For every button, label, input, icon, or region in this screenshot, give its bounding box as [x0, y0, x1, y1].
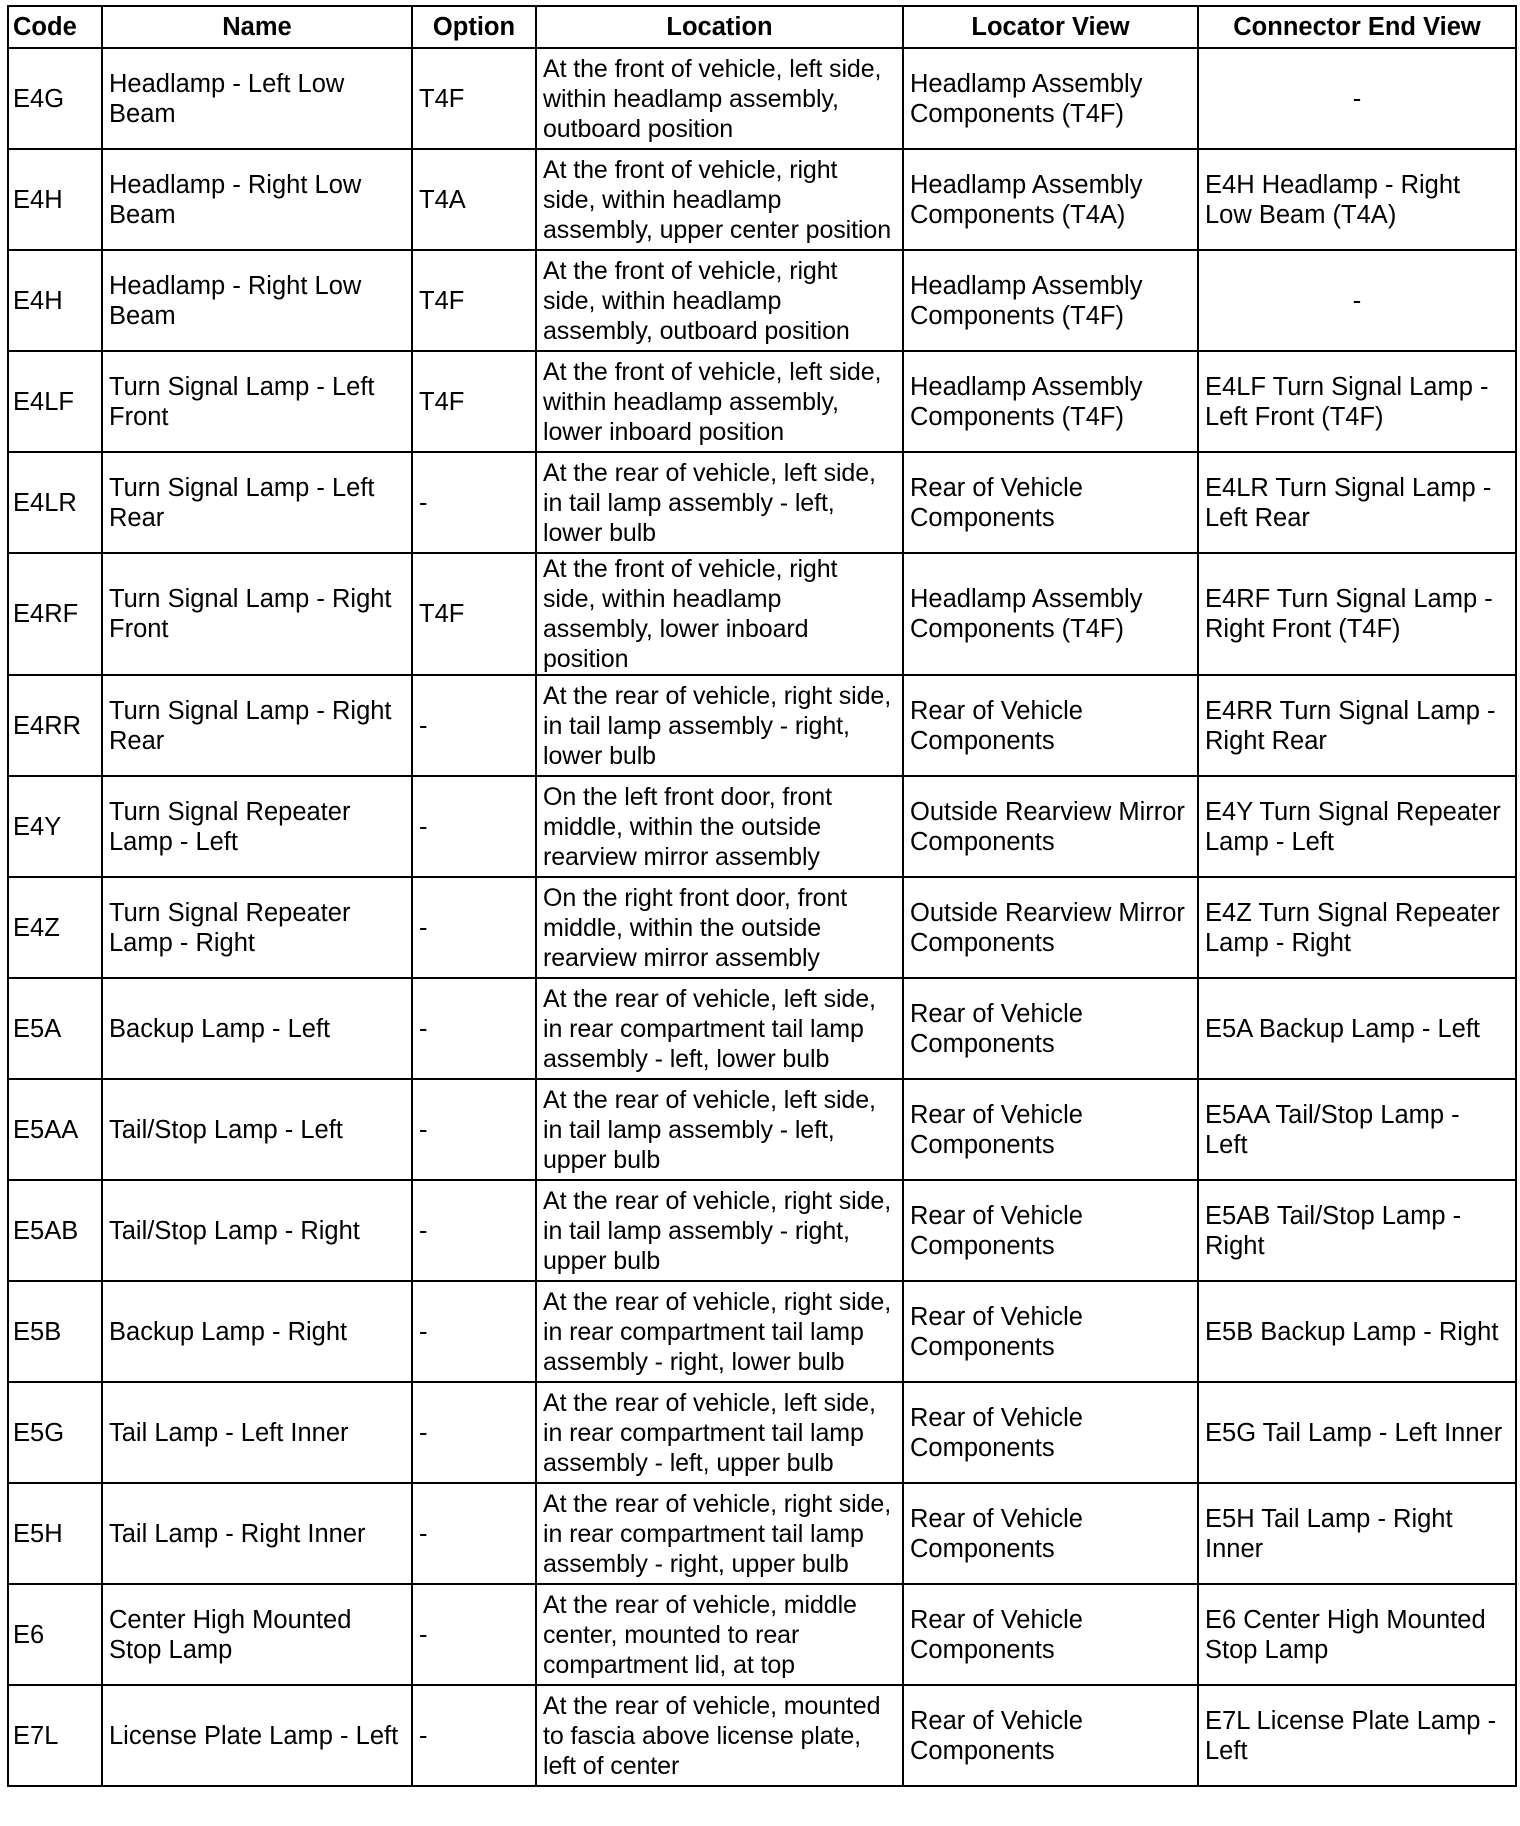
cell-option: - [412, 675, 536, 776]
cell-option: - [412, 1382, 536, 1483]
cell-option: - [412, 452, 536, 553]
cell-option: - [412, 877, 536, 978]
header-connector-end-view: Connector End View [1198, 6, 1516, 48]
cell-name: Tail/Stop Lamp - Left [102, 1079, 412, 1180]
cell-connector: E4RF Turn Signal Lamp - Right Front (T4F) [1198, 553, 1516, 675]
cell-connector: E4Z Turn Signal Repeater Lamp - Right [1198, 877, 1516, 978]
cell-locator-view: Headlamp Assembly Components (T4F) [903, 553, 1198, 675]
cell-option: T4A [412, 149, 536, 250]
cell-locator-view: Rear of Vehicle Components [903, 1382, 1198, 1483]
cell-location: On the left front door, front middle, within the outside rearview mirror assembly [536, 776, 903, 877]
header-row [8, 6, 1516, 48]
cell-location: At the rear of vehicle, mounted to fascia above license plate, left of center [536, 1685, 903, 1786]
cell-connector: E5A Backup Lamp - Left [1198, 978, 1516, 1079]
cell-option: T4F [412, 250, 536, 351]
header-code: Code [8, 6, 102, 48]
cell-location: At the rear of vehicle, right side, in tail lamp assembly - right, upper bulb [536, 1180, 903, 1281]
cell-locator-view: Headlamp Assembly Components (T4F) [903, 48, 1198, 149]
table-row [8, 675, 1516, 776]
cell-name: Tail Lamp - Right Inner [102, 1483, 412, 1584]
cell-option: - [412, 1483, 536, 1584]
cell-code: E4Z [8, 877, 102, 978]
cell-option: T4F [412, 553, 536, 675]
cell-connector: E5H Tail Lamp - Right Inner [1198, 1483, 1516, 1584]
cell-option: - [412, 776, 536, 877]
cell-locator-view: Headlamp Assembly Components (T4F) [903, 250, 1198, 351]
cell-locator-view: Headlamp Assembly Components (T4A) [903, 149, 1198, 250]
cell-name: Turn Signal Lamp - Right Rear [102, 675, 412, 776]
cell-name: Headlamp - Right Low Beam [102, 250, 412, 351]
cell-name: License Plate Lamp - Left [102, 1685, 412, 1786]
cell-location: At the rear of vehicle, left side, in tail lamp assembly - left, upper bulb [536, 1079, 903, 1180]
table-row [8, 1685, 1516, 1786]
cell-connector: E6 Center High Mounted Stop Lamp [1198, 1584, 1516, 1685]
cell-locator-view: Rear of Vehicle Components [903, 1483, 1198, 1584]
cell-option: T4F [412, 48, 536, 149]
cell-name: Turn Signal Lamp - Left Front [102, 351, 412, 452]
header-name: Name [102, 6, 412, 48]
cell-connector: E7L License Plate Lamp - Left [1198, 1685, 1516, 1786]
table-row [8, 48, 1516, 149]
cell-option: - [412, 1180, 536, 1281]
cell-location: At the rear of vehicle, left side, in rear compartment tail lamp assembly - left, lower bulb [536, 978, 903, 1079]
table-row [8, 1180, 1516, 1281]
cell-name: Headlamp - Left Low Beam [102, 48, 412, 149]
cell-code: E4LR [8, 452, 102, 553]
cell-locator-view: Outside Rearview Mirror Components [903, 776, 1198, 877]
cell-code: E5AB [8, 1180, 102, 1281]
header-option: Option [412, 6, 536, 48]
cell-location: At the rear of vehicle, right side, in rear compartment tail lamp assembly - right, lower bulb [536, 1281, 903, 1382]
cell-name: Backup Lamp - Right [102, 1281, 412, 1382]
cell-code: E5A [8, 978, 102, 1079]
cell-locator-view: Headlamp Assembly Components (T4F) [903, 351, 1198, 452]
cell-location: At the rear of vehicle, middle center, mounted to rear compartment lid, at top [536, 1584, 903, 1685]
cell-location: At the rear of vehicle, left side, in rear compartment tail lamp assembly - left, upper bulb [536, 1382, 903, 1483]
cell-connector: E4LF Turn Signal Lamp - Left Front (T4F) [1198, 351, 1516, 452]
cell-connector: E4RR Turn Signal Lamp - Right Rear [1198, 675, 1516, 776]
cell-locator-view: Rear of Vehicle Components [903, 1685, 1198, 1786]
cell-connector: E5AA Tail/Stop Lamp - Left [1198, 1079, 1516, 1180]
cell-name: Turn Signal Repeater Lamp - Right [102, 877, 412, 978]
cell-connector: E4LR Turn Signal Lamp - Left Rear [1198, 452, 1516, 553]
cell-connector: E4Y Turn Signal Repeater Lamp - Left [1198, 776, 1516, 877]
cell-locator-view: Rear of Vehicle Components [903, 978, 1198, 1079]
cell-connector: - [1198, 48, 1516, 149]
cell-name: Tail Lamp - Left Inner [102, 1382, 412, 1483]
cell-code: E4Y [8, 776, 102, 877]
table-row [8, 1483, 1516, 1584]
cell-name: Center High Mounted Stop Lamp [102, 1584, 412, 1685]
components-table [7, 5, 1517, 1787]
cell-locator-view: Rear of Vehicle Components [903, 675, 1198, 776]
cell-name: Tail/Stop Lamp - Right [102, 1180, 412, 1281]
table-body [8, 48, 1516, 1786]
cell-name: Turn Signal Lamp - Left Rear [102, 452, 412, 553]
cell-name: Headlamp - Right Low Beam [102, 149, 412, 250]
cell-location: At the front of vehicle, right side, within headlamp assembly, lower inboard position [536, 553, 903, 675]
table-row [8, 776, 1516, 877]
cell-location: On the right front door, front middle, within the outside rearview mirror assembly [536, 877, 903, 978]
cell-code: E4H [8, 250, 102, 351]
cell-location: At the front of vehicle, right side, within headlamp assembly, outboard position [536, 250, 903, 351]
cell-location: At the front of vehicle, right side, within headlamp assembly, upper center position [536, 149, 903, 250]
cell-connector: - [1198, 250, 1516, 351]
cell-code: E6 [8, 1584, 102, 1685]
cell-code: E5AA [8, 1079, 102, 1180]
cell-location: At the front of vehicle, left side, within headlamp assembly, outboard position [536, 48, 903, 149]
table-row [8, 1281, 1516, 1382]
table-row [8, 250, 1516, 351]
cell-option: - [412, 978, 536, 1079]
cell-code: E5H [8, 1483, 102, 1584]
header-locator-view: Locator View [903, 6, 1198, 48]
cell-option: - [412, 1685, 536, 1786]
cell-location: At the front of vehicle, left side, within headlamp assembly, lower inboard position [536, 351, 903, 452]
cell-code: E4LF [8, 351, 102, 452]
cell-code: E4G [8, 48, 102, 149]
table-row [8, 1079, 1516, 1180]
cell-code: E5B [8, 1281, 102, 1382]
cell-locator-view: Rear of Vehicle Components [903, 1180, 1198, 1281]
cell-locator-view: Outside Rearview Mirror Components [903, 877, 1198, 978]
cell-code: E7L [8, 1685, 102, 1786]
cell-connector: E5AB Tail/Stop Lamp - Right [1198, 1180, 1516, 1281]
header-location: Location [536, 6, 903, 48]
cell-option: - [412, 1584, 536, 1685]
cell-name: Backup Lamp - Left [102, 978, 412, 1079]
cell-option: T4F [412, 351, 536, 452]
cell-option: - [412, 1281, 536, 1382]
table-row [8, 978, 1516, 1079]
table-row [8, 553, 1516, 675]
cell-code: E5G [8, 1382, 102, 1483]
cell-locator-view: Rear of Vehicle Components [903, 1584, 1198, 1685]
table-row [8, 149, 1516, 250]
cell-location: At the rear of vehicle, right side, in tail lamp assembly - right, lower bulb [536, 675, 903, 776]
table-row [8, 1584, 1516, 1685]
cell-code: E4RF [8, 553, 102, 675]
cell-locator-view: Rear of Vehicle Components [903, 452, 1198, 553]
cell-location: At the rear of vehicle, left side, in tail lamp assembly - left, lower bulb [536, 452, 903, 553]
cell-locator-view: Rear of Vehicle Components [903, 1281, 1198, 1382]
cell-location: At the rear of vehicle, right side, in rear compartment tail lamp assembly - right, upper bulb [536, 1483, 903, 1584]
table-row [8, 877, 1516, 978]
cell-name: Turn Signal Lamp - Right Front [102, 553, 412, 675]
table-row [8, 351, 1516, 452]
cell-option: - [412, 1079, 536, 1180]
cell-connector: E4H Headlamp - Right Low Beam (T4A) [1198, 149, 1516, 250]
cell-name: Turn Signal Repeater Lamp - Left [102, 776, 412, 877]
cell-code: E4RR [8, 675, 102, 776]
table-row [8, 452, 1516, 553]
cell-connector: E5B Backup Lamp - Right [1198, 1281, 1516, 1382]
cell-connector: E5G Tail Lamp - Left Inner [1198, 1382, 1516, 1483]
cell-locator-view: Rear of Vehicle Components [903, 1079, 1198, 1180]
table-row [8, 1382, 1516, 1483]
cell-code: E4H [8, 149, 102, 250]
